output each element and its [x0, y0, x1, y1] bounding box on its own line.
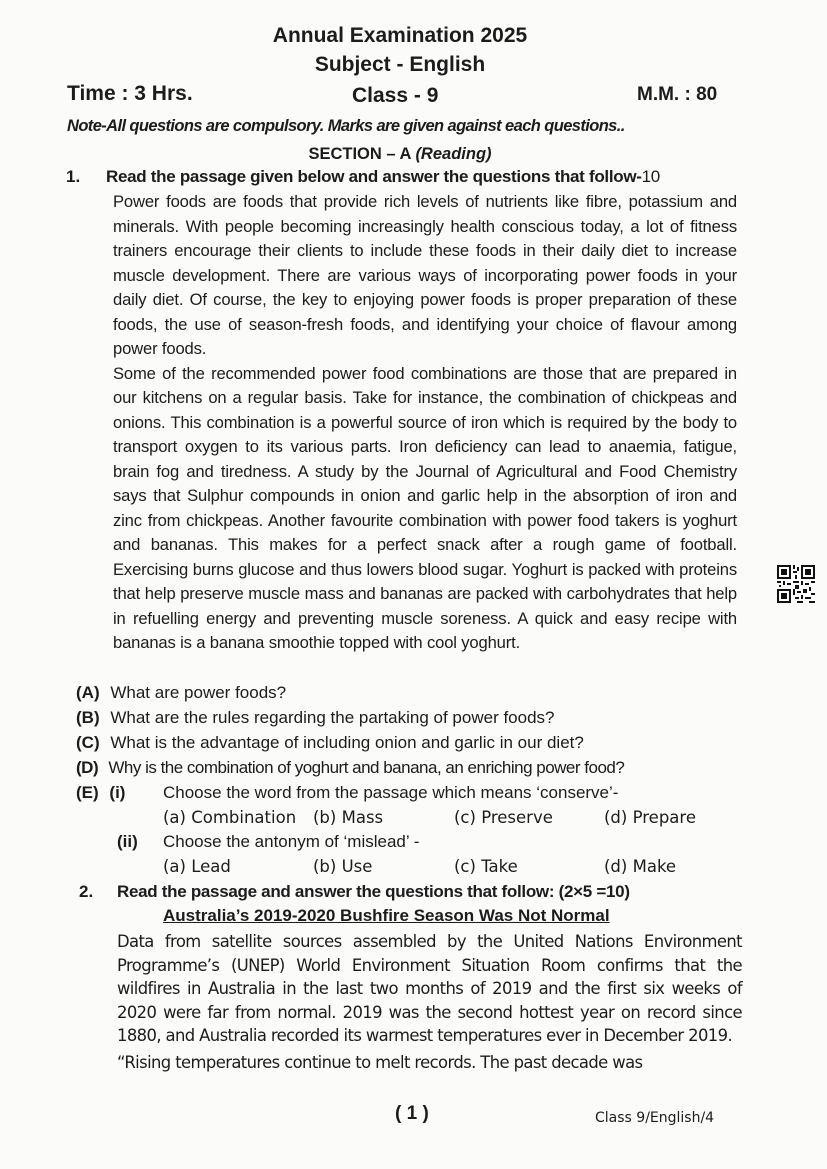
- q1-sub-e-i-text: Choose the word from the passage which means ‘conserve’-: [163, 783, 619, 802]
- q1-sub-c-label: (C): [76, 733, 100, 752]
- q2-passage-title: Australia’s 2019-2020 Bushfire Season Was Not Normal: [163, 906, 610, 925]
- class-label: Class - 9: [352, 84, 439, 107]
- paper-code: Class 9/English/4: [595, 1110, 715, 1126]
- q1-passage-para-1: Power foods are foods that provide rich levels of nutrients like fibre, potassium and minerals. With people becoming increasingly health conscious today, a lot of fitness trainers encourage their clients to include these foods in their daily diet to increase muscle development. There are various ways of incorporating power foods in your daily diet. Of course, the key to enjoying power foods is proper preparation of these foods, the use of season-fresh foods, and identifying your choice of flavour among power foods.: [113, 192, 737, 358]
- instructions-note: Note-All questions are compulsory. Marks are given against each questions..: [67, 117, 625, 135]
- q2-passage: [117, 930, 742, 1075]
- q1-e-ii-option-c: (c) Take: [454, 857, 518, 876]
- q1-heading-text: Read the passage given below and answer the questions that follow-: [106, 167, 642, 186]
- q2-passage-para-1: Data from satellite sources assembled by the United Nations Environment Programme’s (UNEP) World Environment Situation Room confirms that the wildfires in Australia in the last two months of 2019 and the first six weeks of 2020 were far from normal. 2019 was the second hottest year on record since 1880, and Australia recorded its warmest temperatures ever in December 2019.: [117, 932, 742, 1046]
- q1-e-i-option-d: (d) Prepare: [604, 808, 696, 827]
- q1-e-ii-option-a: (a) Lead: [163, 857, 231, 876]
- q1-e-ii-option-b: (b) Use: [313, 857, 373, 876]
- section-a-sub: (Reading): [415, 145, 492, 163]
- q1-sub-c: [76, 733, 584, 753]
- q1-e-i-option-a: (a) Combination: [163, 808, 297, 827]
- max-marks: M.M. : 80: [637, 84, 718, 105]
- qr-code-icon: [777, 565, 815, 603]
- q1-sub-a-label: (A): [76, 683, 100, 702]
- q1-sub-d: [76, 758, 624, 778]
- q1-sub-a: [76, 683, 286, 703]
- q1-sub-b: [76, 708, 555, 728]
- q1-sub-e-ii-text: Choose the antonym of ‘mislead’ -: [163, 832, 420, 851]
- q2-number: 2.: [79, 882, 94, 901]
- q1-passage-para-2: Some of the recommended power food combinations are those that are prepared in our kitchens on a regular basis. Take for instance, the combination of chickpeas and onions. This combination is a powerful source of iron which is required by the body to transport oxygen to its various parts. Iron deficiency can lead to anaemia, fatigue, brain fog and tiredness. A study by the Journal of Agricultural and Food Chemistry says that Sulphur compounds in onion and garlic help in the absorption of iron and zinc from chickpeas. Another favourite combination with power food takers is yoghurt and bananas. This makes for a perfect snack after a rough game of football. Exercising burns glucose and thus lowers blood sugar. Yoghurt is packed with proteins that help preserve muscle mass and bananas are packed with carbohydrates that help in refuelling energy and preventing muscle soreness. A quick and easy recipe with bananas is a banana smoothie topped with cool yoghurt.: [113, 363, 737, 652]
- page-number: ( 1 ): [395, 1103, 429, 1124]
- section-a-heading: [0, 145, 800, 164]
- q1-passage: [113, 190, 737, 656]
- q2-heading: [117, 882, 630, 902]
- q1-sub-b-text: What are the rules regarding the partaking of power foods?: [110, 708, 555, 727]
- q1-sub-d-label: (D): [76, 758, 99, 777]
- q1-number: 1.: [66, 167, 81, 186]
- q1-sub-c-text: What is the advantage of including onion and garlic in our diet?: [110, 733, 584, 752]
- q1-e-i-option-c: (c) Preserve: [454, 808, 553, 827]
- q1-sub-a-text: What are power foods?: [110, 683, 287, 702]
- q2-passage-para-2: “Rising temperatures continue to melt records. The past decade was: [117, 1052, 643, 1072]
- q1-e-i-option-b: (b) Mass: [313, 808, 384, 827]
- time-allowed: Time : 3 Hrs.: [67, 82, 193, 105]
- section-a-label: SECTION – A: [308, 145, 411, 163]
- q1-sub-e-ii-label: (ii): [117, 832, 138, 851]
- q1-heading: [106, 167, 660, 187]
- q1-sub-e-i-label: (i): [109, 783, 126, 802]
- q2-marks: (2×5 =10): [558, 882, 630, 901]
- q1-sub-b-label: (B): [76, 708, 100, 727]
- q1-sub-d-text: Why is the combination of yoghurt and banana, an enriching power food?: [108, 758, 625, 777]
- q1-sub-e: [76, 783, 125, 803]
- q1-e-ii-option-d: (d) Make: [604, 857, 677, 876]
- exam-title: Annual Examination 2025: [272, 24, 528, 47]
- q1-sub-e-label: (E): [76, 783, 99, 802]
- subject-title: Subject - English: [314, 53, 486, 76]
- q1-marks: 10: [641, 167, 660, 186]
- q2-heading-text: Read the passage and answer the questions that follow:: [117, 882, 555, 901]
